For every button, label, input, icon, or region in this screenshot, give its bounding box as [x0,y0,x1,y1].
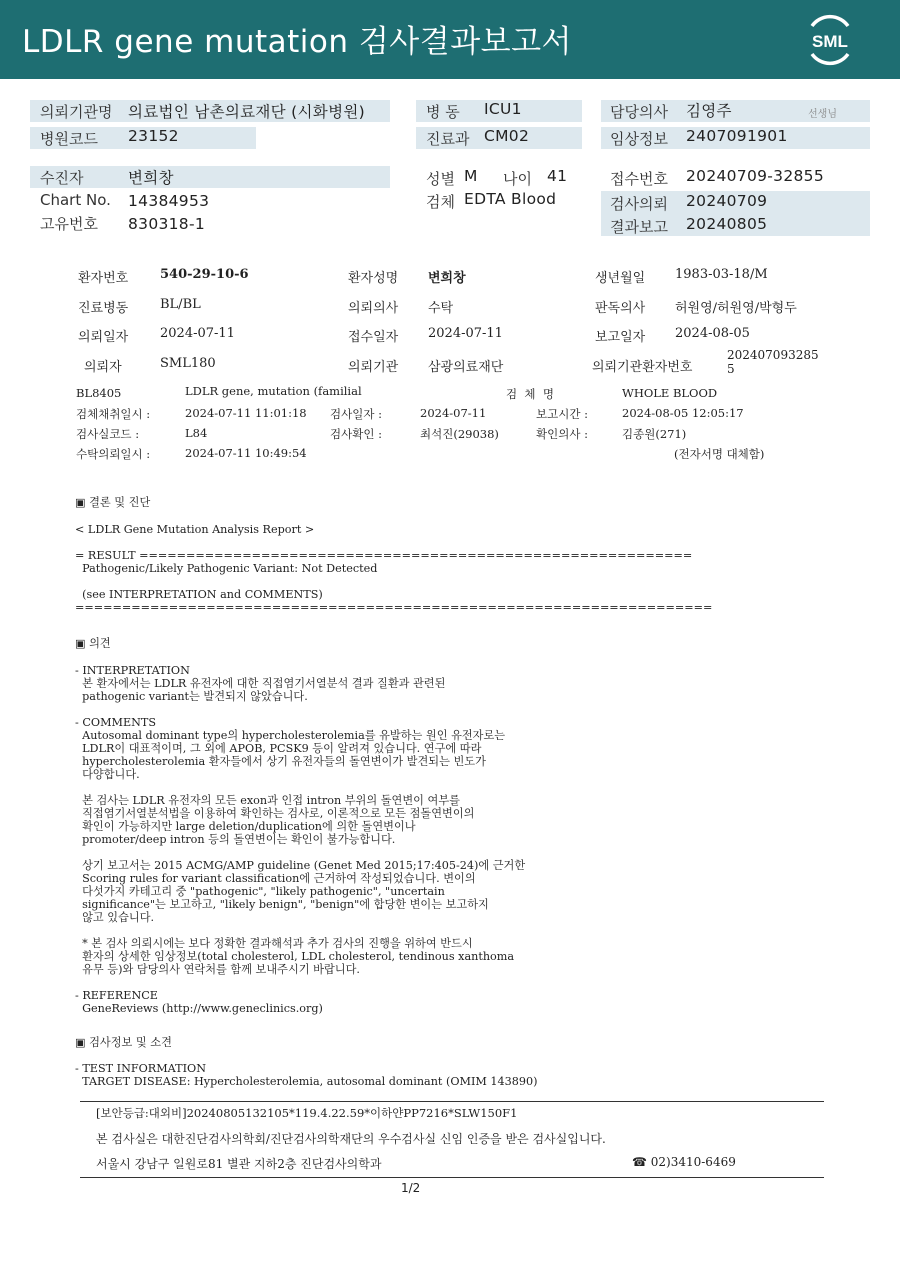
test-name: LDLR gene, mutation (familial [185,384,362,398]
unique-no-label: 고유번호 [40,215,98,233]
test-field-value: 2024-07-11 11:01:18 [185,406,307,420]
test-field-value: 2024-07-11 10:49:54 [185,446,307,460]
grid-label: 보고일자 [595,330,646,345]
sex-value: M [464,167,478,185]
grid-value: 202407093285 5 [727,348,819,376]
grid-label: 의뢰일자 [78,330,129,345]
lab-phone: ☎ 02)3410-6469 [632,1155,736,1169]
grid-label: 환자번호 [78,271,129,286]
doctor-suffix: 선생님 [808,109,837,120]
test-field-label: 보고시간 : [536,407,588,421]
esign-note: (전자서명 대체함) [674,447,765,461]
unique-no-value: 830318-1 [128,215,206,233]
grid-value: 540-29-10-6 [160,267,249,282]
footer-divider [80,1177,824,1178]
section-opinion-body: - INTERPRETATION 본 환자에서는 LDLR 유전자에 대한 직접염기서열분석 결과 질환과 관련된 pathogenic variant는 발견되지 않았습니다. - COMMENTS Autosomal dominant type의 hypercholesterolemia를 유발하는 원인 유전자로는 LDLR이 대표적이며, 그 외에 APOB, PCSK9 등이 알려져 있습니다. 연구에 따라 hypercholesterolemia 환자들에서 상기 유전자들의 돌연변이가 발견되는 빈도가 다양합니다. 본 검사는 LDLR 유전자의 모든 exon과 인접 intron 부위의 돌연변이 여부를 직접염기서열분석법을 이용하여 확인하는 검사로, 이론적으로 모든 점돌연변이의 확인이 가능하지만 large deletion/duplication에 의한 돌연변이나 promoter/deep intron 등의 돌연변이는 확인이 불가능합니다. 상기 보고서는 2015 ACMG/AMP guideline (Genet Med 2015;17:405-24)에 근거한 Scoring rules for variant classification에 근거하여 작성되었습니다. 변이의 다섯가지 카테고리 중 "pathogenic", "likely pathogenic", "uncertain significance"는 보고하고, "likely benign", "benign"에 합당한 변이는 보고하지 않고 있습니다. * 본 검사 의뢰시에는 보다 정확한 결과해석과 추가 검사의 진행을 위하여 반드시 환자의 상세한 임상정보(total cholesterol, LDL cholesterol, tendinous xanthoma 유무 등)와 담당의사 연락처를 함께 보내주시기 바랍니다. - REFERENCE GeneReviews (http://www.geneclinics.org) [75,664,526,1015]
grid-label: 판독의사 [595,301,646,316]
test-field-label: 검사확인 : [330,427,382,441]
test-field-value: 2024-08-05 12:05:17 [622,406,744,420]
grid-value: 삼광의료재단 [428,360,504,375]
ward-value: ICU1 [484,100,522,118]
grid-label: 의뢰자 [84,360,122,375]
test-field-value: 2024-07-11 [420,406,487,420]
test-field-label: 검사일자 : [330,407,382,421]
grid-value: 2024-07-11 [160,326,235,341]
test-specimen-label: 검 체 명 [506,387,554,401]
report-date-label: 결과보고 [610,218,668,236]
doctor-label: 담당의사 [610,103,668,121]
report-header [0,0,900,79]
clinical-info-label: 임상정보 [610,130,668,148]
dept-label: 진료과 [426,130,470,148]
grid-label: 환자성명 [348,271,399,286]
doctor-value: 김영주 [686,102,732,120]
clinical-info-value: 2407091901 [686,127,788,145]
receipt-no-value: 20240709-32855 [686,167,824,185]
test-field-label: 확인의사 : [536,427,588,441]
grid-value: 2024-07-11 [428,326,503,341]
grid-value: 허원영/허원영/박형두 [675,301,797,316]
grid-label: 진료병동 [78,301,129,316]
lab-address: 서울시 강남구 일원로81 별관 지하2층 진단검사의학과 [96,1157,382,1171]
age-value: 41 [547,167,568,185]
request-date-value: 20240709 [686,192,768,210]
dept-value: CM02 [484,127,530,145]
section-conclusion-body: < LDLR Gene Mutation Analysis Report > = RESULT =========================================================== Pathogenic/Likely Pathogenic Variant: Not Detected (see INTERPRETATION and COMMENTS) ==================================================================== [75,523,713,614]
page-number: 1/2 [401,1181,421,1195]
test-field-label: 검사실코드 : [76,427,140,441]
grid-value: SML180 [160,356,216,371]
grid-label: 의뢰의사 [348,301,399,316]
specimen-value: EDTA Blood [464,190,557,208]
section-conclusion-title: ▣ 결론 및 진단 [75,496,151,509]
chart-no-value: 14384953 [128,192,210,210]
sex-label: 성별 [426,170,455,188]
hospital-code-value: 23152 [128,127,179,145]
security-line: [보안등급:대외비]20240805132105*119.4.22.59*이하얀PP7216*SLW150F1 [96,1106,518,1120]
grid-label: 생년월일 [595,271,646,286]
grid-label: 의뢰기관환자번호 [592,360,693,375]
hospital-label: 의뢰기관명 [40,103,113,121]
test-field-label: 검체채취일시 : [76,407,151,421]
report-date-value: 20240805 [686,215,768,233]
chart-no-label: Chart No. [40,191,111,209]
receipt-no-label: 접수번호 [610,170,668,188]
patient-value: 변희창 [128,169,174,187]
grid-value: 2024-08-05 [675,326,750,341]
svg-text:SML: SML [812,32,848,51]
section-testinfo-title: ▣ 검사정보 및 소견 [75,1036,172,1049]
test-field-value: 최석진(29038) [420,427,499,441]
section-opinion-title: ▣ 의견 [75,637,111,650]
hospital-code-label: 병원코드 [40,130,98,148]
request-date-label: 검사의뢰 [610,195,668,213]
grid-label: 접수일자 [348,330,399,345]
grid-value: BL/BL [160,297,201,312]
test-specimen: WHOLE BLOOD [622,386,718,400]
hospital-value: 의료법인 남촌의료재단 (시화병원) [128,103,365,121]
report-title: LDLR gene mutation 검사결과보고서 [22,24,572,60]
sml-logo [804,14,856,66]
age-label: 나이 [503,170,532,188]
grid-value: 변희창 [428,271,466,286]
grid-value: 수탁 [428,301,454,316]
certification-note: 본 검사실은 대한진단검사의학회/진단검사의학재단의 우수검사실 신임 인증을 받은 검사실입니다. [96,1132,606,1146]
specimen-label: 검체 [426,193,455,211]
ward-label: 병 동 [426,103,460,121]
grid-value: 1983-03-18/M [675,267,768,282]
footer-divider [80,1101,824,1102]
grid-label: 의뢰기관 [348,360,399,375]
test-field-label: 수탁의뢰일시 : [76,447,151,461]
test-field-value: 김종원(271) [622,427,687,441]
test-field-value: L84 [185,426,208,440]
patient-label: 수진자 [40,169,84,187]
section-testinfo-body: - TEST INFORMATION TARGET DISEASE: Hypercholesterolemia, autosomal dominant (OMIM 143890) [75,1062,538,1088]
test-code: BL8405 [76,386,122,400]
info-row-bg [30,166,390,188]
